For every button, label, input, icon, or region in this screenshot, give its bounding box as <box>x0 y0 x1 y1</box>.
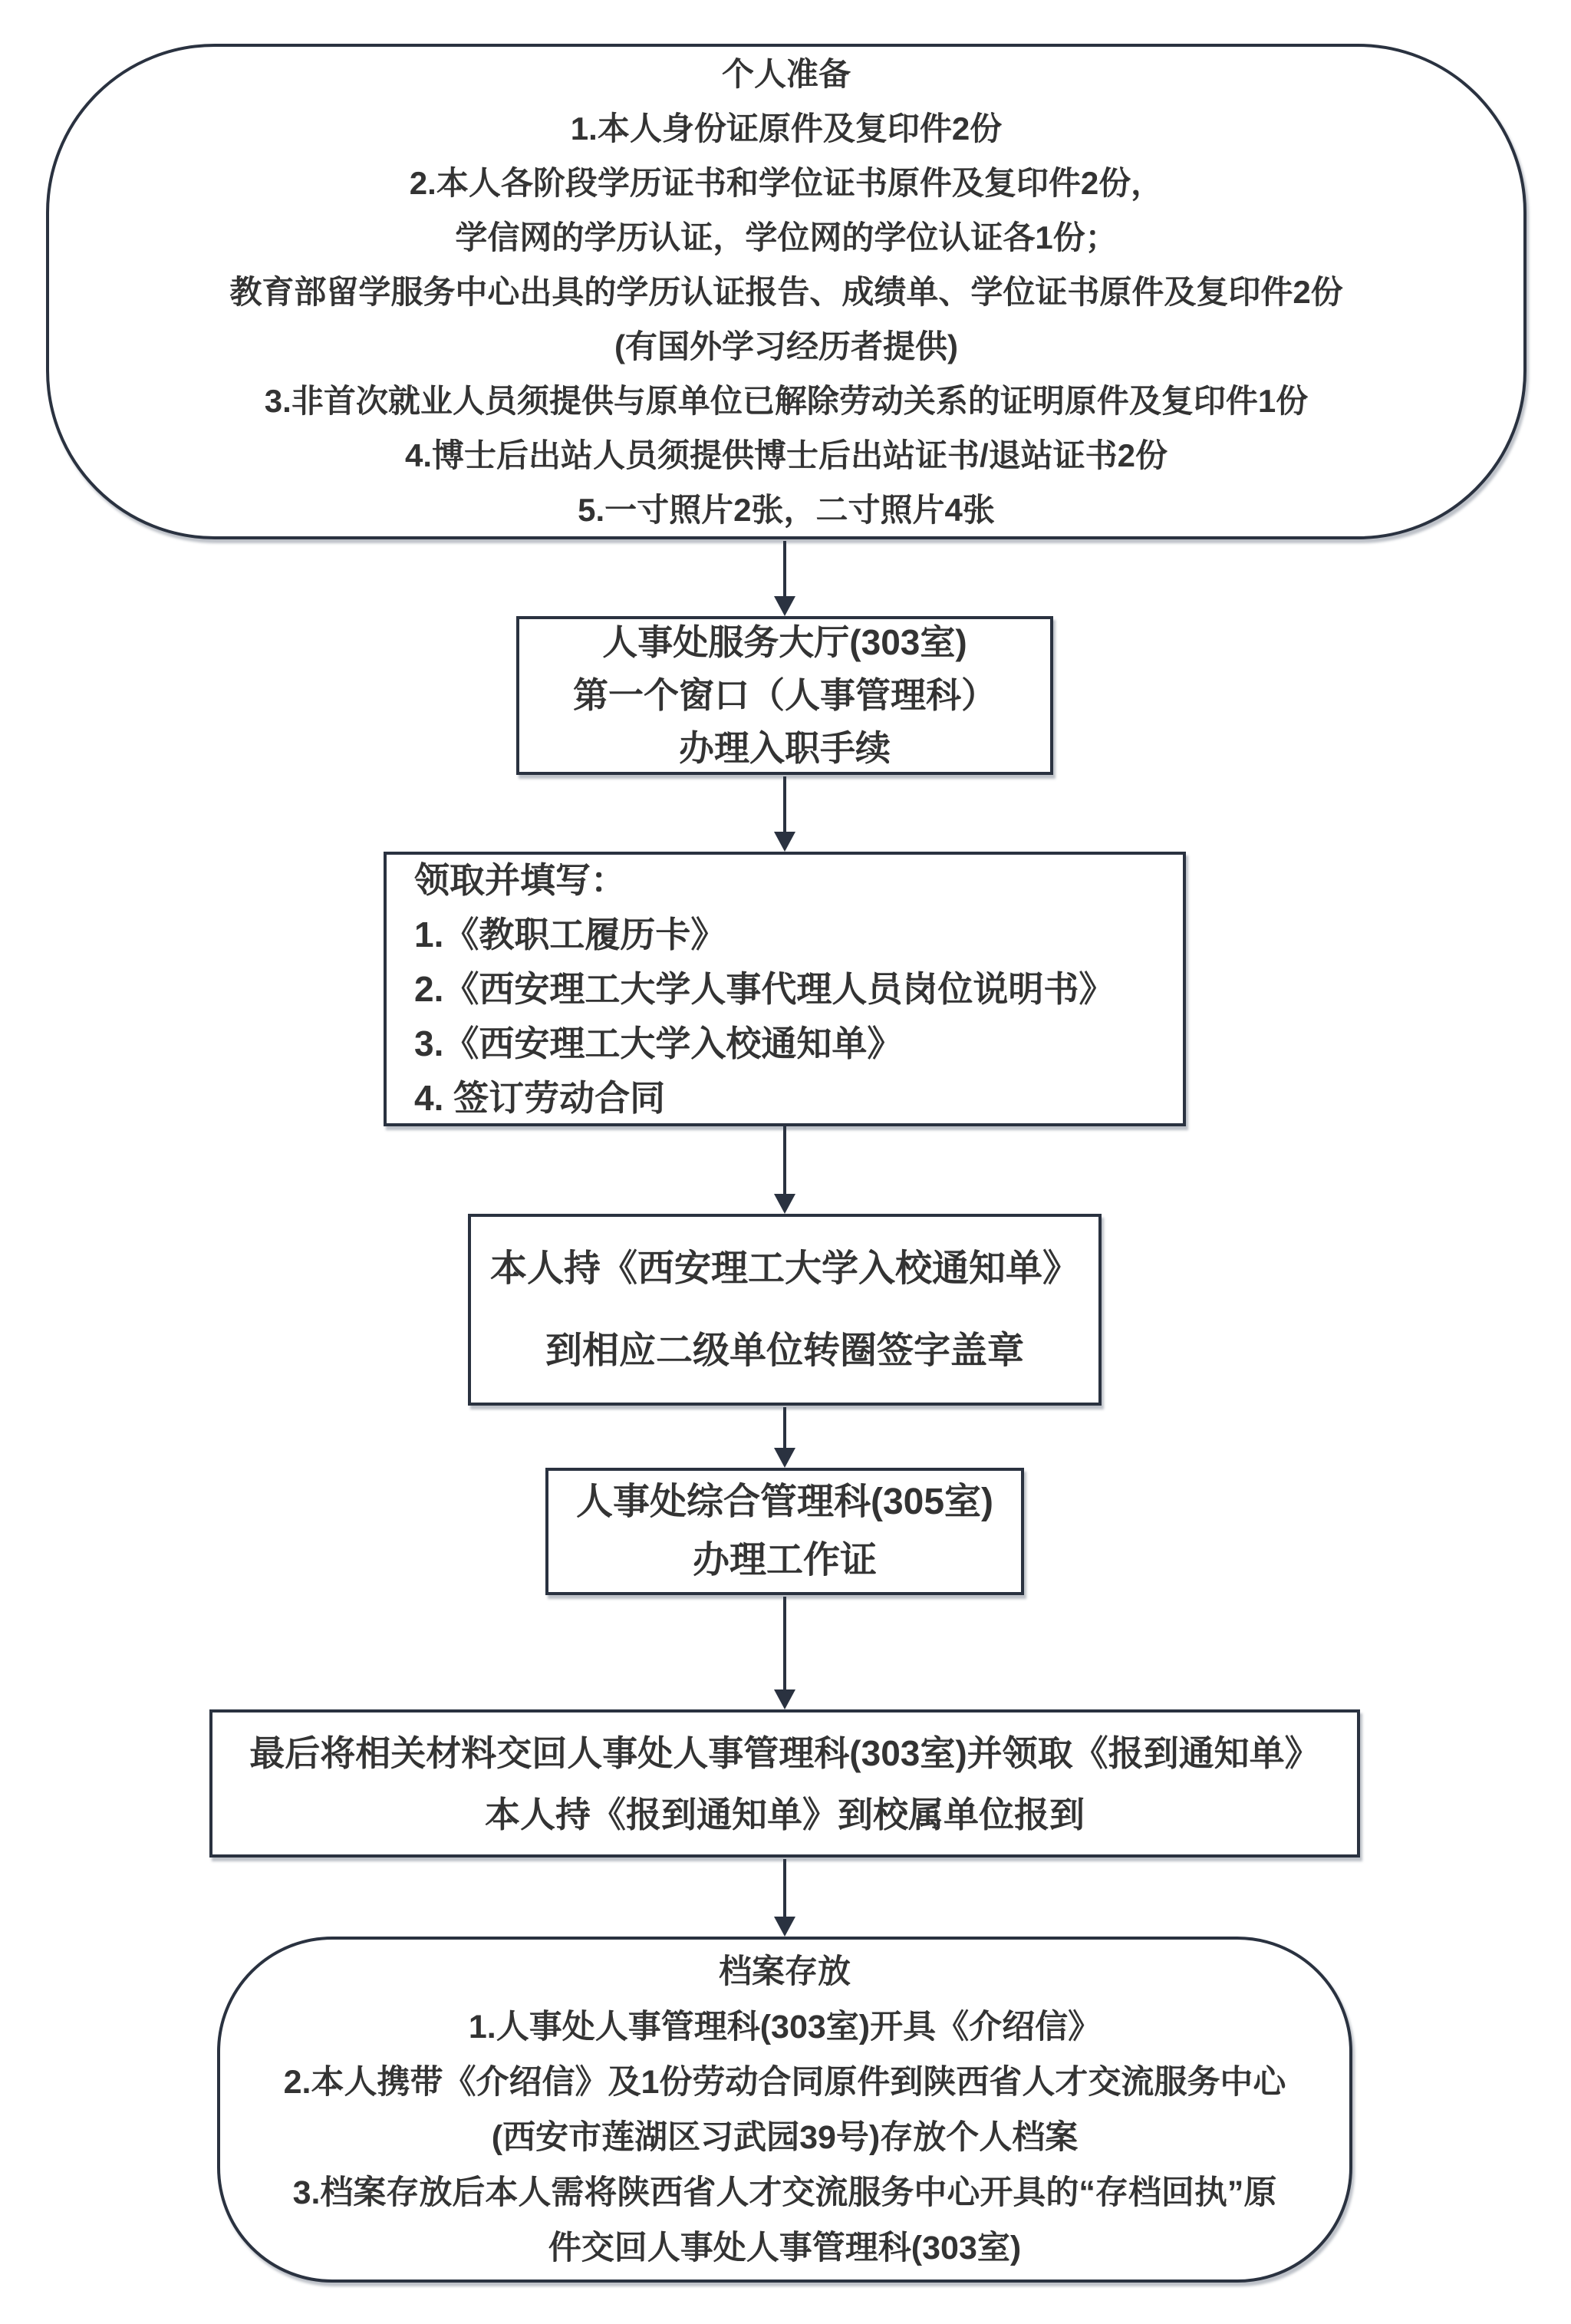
node-text-line: 办理入职手续 <box>679 728 891 768</box>
node-text-line: 4.博士后出站人员须提供博士后出站证书/退站证书2份 <box>404 437 1168 473</box>
node-text-line: 最后将相关材料交回人事处人事管理科(303室)并领取《报到通知单》 <box>249 1732 1320 1773</box>
node-collect-and-fill-forms <box>384 852 1186 1126</box>
node-text-line: 2.《西安理工大学人事代理人员岗位说明书》 <box>414 968 1115 1009</box>
node-text-line: 1.《教职工履历卡》 <box>414 914 726 954</box>
node-text-line: 2.本人各阶段学历证书和学位证书原件及复印件2份， <box>409 164 1164 201</box>
node-text-line: 学信网的学历认证，学位网的学位认证各1份； <box>455 219 1118 255</box>
arrow-shaft <box>783 1407 786 1449</box>
node-text-line: 教育部留学服务中心出具的学历认证报告、成绩单、学位证书原件及复印件2份 <box>229 273 1343 310</box>
node-text-line: 4. 签订劳动合同 <box>414 1077 666 1118</box>
arrow-down-icon <box>769 1859 800 1937</box>
node-return-materials-and-report <box>209 1709 1360 1858</box>
arrow-shaft <box>783 1597 786 1691</box>
node-text-line: 2.本人携带《介绍信》及1份劳动合同原件到陕西省人才交流服务中心 <box>283 2063 1286 2101</box>
arrow-shaft <box>783 1126 786 1195</box>
arrow-head <box>774 1448 795 1468</box>
arrow-shaft <box>783 1859 786 1918</box>
node-personal-preparation <box>46 44 1527 539</box>
arrow-head <box>774 1917 795 1937</box>
node-text-line: 1.人事处人事管理科(303室)开具《介绍信》 <box>468 2008 1102 2045</box>
node-text-line: 件交回人事处人事管理科(303室) <box>548 2229 1022 2266</box>
arrow-down-icon <box>769 1597 800 1709</box>
node-text-line: 本人持《西安理工大学入校通知单》 <box>489 1248 1079 1289</box>
node-text-line: (西安市莲湖区习武园39号)存放个人档案 <box>491 2118 1079 2156</box>
node-text-line: 5.一寸照片2张，二寸照片4张 <box>578 491 995 528</box>
node-text-line: 3.档案存放后本人需将陕西省人才交流服务中心开具的“存档回执”原 <box>292 2174 1277 2211</box>
arrow-head <box>774 596 795 616</box>
node-hr-service-hall <box>516 616 1053 775</box>
node-text-line: 人事处服务大厅(303室) <box>602 622 967 662</box>
arrow-down-icon <box>769 1407 800 1468</box>
node-text-line: 3.非首次就业人员须提供与原单位已解除劳动关系的证明原件及复印件1份 <box>264 382 1309 419</box>
arrow-down-icon <box>769 1126 800 1214</box>
node-text-line: 档案存放 <box>719 1953 851 1990</box>
node-text-line: 到相应二级单位转圈签字盖章 <box>545 1330 1024 1371</box>
node-work-permit <box>545 1468 1024 1595</box>
node-text-line: 1.本人身份证原件及复印件2份 <box>570 110 1003 147</box>
arrow-head <box>774 1689 795 1709</box>
node-text-line: 领取并填写： <box>414 859 626 900</box>
arrow-shaft <box>783 776 786 833</box>
node-text-line: 人事处综合管理科(305室) <box>575 1482 994 1522</box>
node-archive-storage <box>217 1937 1352 2283</box>
node-text-line: 3.《西安理工大学入校通知单》 <box>414 1023 903 1063</box>
node-text-line: 第一个窗口（人事管理科） <box>573 675 996 715</box>
node-text-line: 本人持《报到通知单》到校属单位报到 <box>485 1794 1085 1834</box>
node-text-line: (有国外学习经历者提供) <box>614 328 958 364</box>
node-text-line: 办理工作证 <box>692 1540 877 1581</box>
arrow-down-icon <box>769 541 800 616</box>
arrow-head <box>774 1194 795 1214</box>
node-campus-notice-signatures <box>468 1214 1102 1406</box>
arrow-shaft <box>783 541 786 598</box>
arrow-down-icon <box>769 776 800 852</box>
node-text-line: 个人准备 <box>721 55 851 92</box>
arrow-head <box>774 832 795 852</box>
